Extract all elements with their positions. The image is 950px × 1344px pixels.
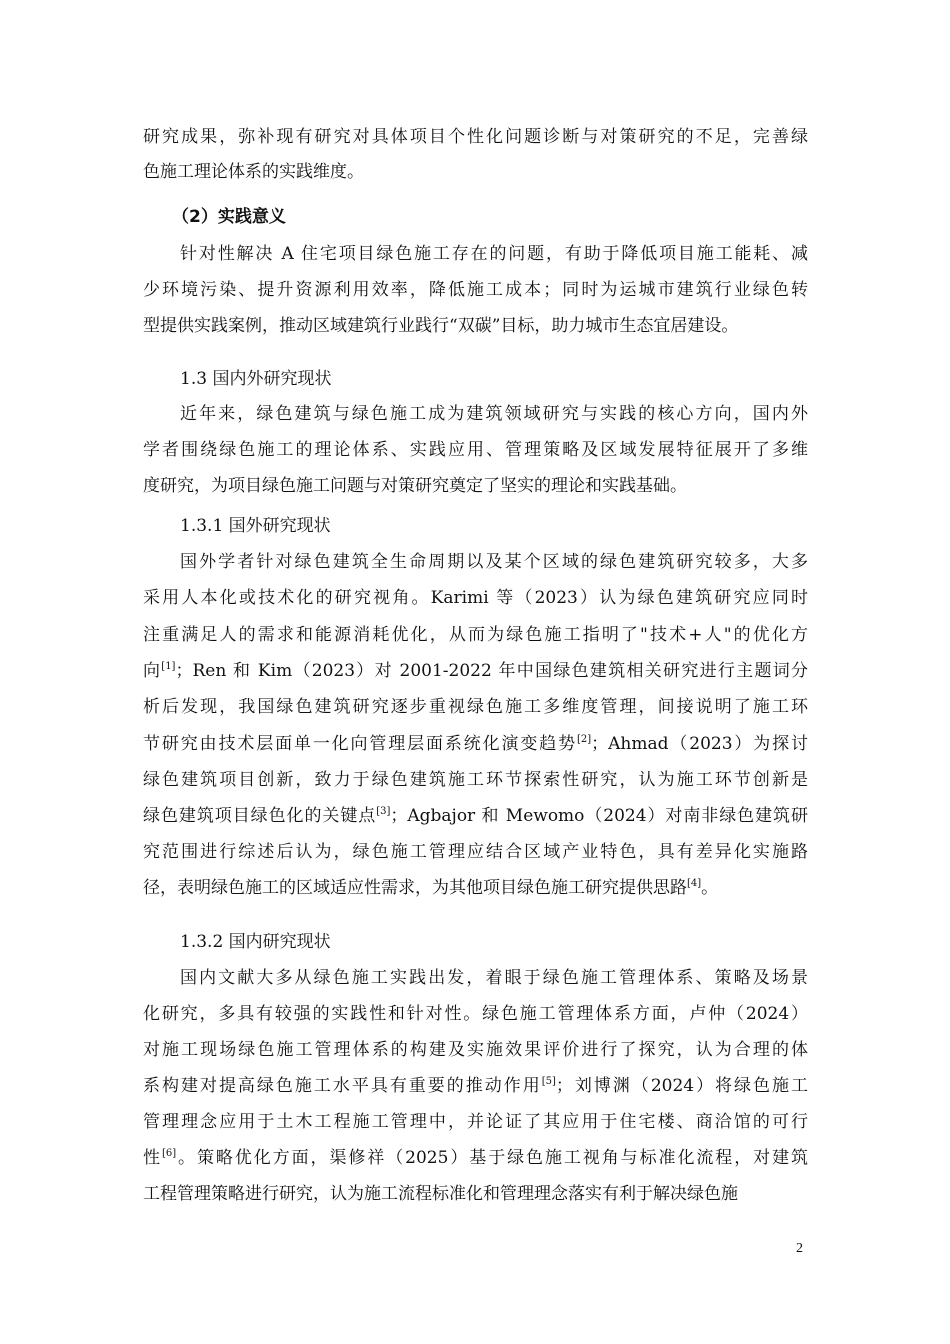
page-number: 2	[796, 1241, 803, 1256]
paragraph-line: 采用人本化或技术化的研究视角。Karimi 等（2023）认为绿色建筑研究应同时	[143, 588, 808, 608]
paragraph-line: 径，表明绿色施工的区域适应性需求，为其他项目绿色施工研究提供思路[4]。	[143, 878, 719, 898]
paragraph-line: 化研究，多具有较强的实践性和针对性。绿色施工管理体系方面，卢仲（2024）	[143, 1004, 808, 1024]
section-heading: 1.3.1 国外研究现状	[180, 516, 331, 536]
section-heading: 1.3 国内外研究现状	[180, 369, 332, 389]
paragraph-line: 色施工理论体系的实践维度。	[143, 162, 364, 182]
paragraph-line: 性[6]。策略优化方面，渠修祥（2025）基于绿色施工视角与标准化流程，对建筑	[143, 1148, 809, 1168]
citation-marker: [5]	[541, 1076, 556, 1087]
paragraph-line: 向[1]；Ren 和 Kim（2023）对 2001-2022 年中国绿色建筑相关研究进行主题词分	[143, 661, 809, 681]
paragraph-line: 国外学者针对绿色建筑全生命周期以及某个区域的绿色建筑研究较多，大多	[180, 552, 808, 572]
paragraph-line: 少环境污染、提升资源利用效率，降低施工成本；同时为运城市建筑行业绿色转	[143, 280, 808, 300]
citation-marker: [6]	[161, 1148, 177, 1159]
paragraph-line: 注重满足人的需求和能源消耗优化，从而为绿色施工指明了"技术+人"的优化方	[143, 625, 808, 645]
paragraph-line: 绿色建筑项目创新，致力于绿色建筑施工环节探索性研究，认为施工环节创新是	[143, 770, 808, 790]
paragraph-line: 对施工现场绿色施工管理体系的构建及实施效果评价进行了探究，认为合理的体	[143, 1040, 808, 1060]
paragraph-line: 工程管理策略进行研究，认为施工流程标准化和管理理念落实有利于解决绿色施	[143, 1184, 738, 1204]
paragraph-line: 究范围进行综述后认为，绿色施工管理应结合区域产业特色，具有差异化实施路	[143, 842, 808, 862]
paragraph-line: 针对性解决 A 住宅项目绿色施工存在的问题，有助于降低项目施工能耗、减	[180, 244, 808, 264]
paragraph-line: 度研究，为项目绿色施工问题与对策研究奠定了坚实的理论和实践基础。	[143, 476, 687, 496]
citation-marker: [3]	[376, 806, 391, 817]
paragraph-line: 管理理念应用于土木工程施工管理中，并论证了其应用于住宅楼、商洽馆的可行	[143, 1112, 808, 1132]
paragraph-line: 绿色建筑项目绿色化的关键点[3]；Agbajor 和 Mewomo（2024）对南非绿色建筑研	[143, 806, 808, 826]
citation-marker: [4]	[687, 878, 702, 889]
paragraph-line: 近年来，绿色建筑与绿色施工成为建筑领域研究与实践的核心方向，国内外	[180, 404, 808, 424]
paragraph-line: 型提供实践案例，推动区域建筑行业践行“双碳”目标，助力城市生态宜居建设。	[143, 316, 739, 336]
paragraph-line: 学者围绕绿色施工的理论体系、实践应用、管理策略及区域发展特征展开了多维	[143, 440, 808, 460]
paragraph-line: 国内文献大多从绿色施工实践出发，着眼于绿色施工管理体系、策略及场景	[180, 968, 808, 988]
section-heading: （2）实践意义	[172, 207, 286, 227]
section-heading: 1.3.2 国内研究现状	[180, 932, 331, 952]
citation-marker: [1]	[161, 661, 176, 672]
citation-marker: [2]	[576, 734, 592, 745]
paragraph-line: 析后发现，我国绿色建筑研究逐步重视绿色施工多维度管理，间接说明了施工环	[143, 697, 808, 717]
paragraph-line: 节研究由技术层面单一化向管理层面系统化演变趋势[2]；Ahmad（2023）为探讨	[143, 734, 808, 754]
paragraph-line: 系构建对提高绿色施工水平具有重要的推动作用[5]；刘博渊（2024）将绿色施工	[143, 1076, 809, 1096]
paragraph-line: 研究成果，弥补现有研究对具体项目个性化问题诊断与对策研究的不足，完善绿	[143, 127, 808, 147]
